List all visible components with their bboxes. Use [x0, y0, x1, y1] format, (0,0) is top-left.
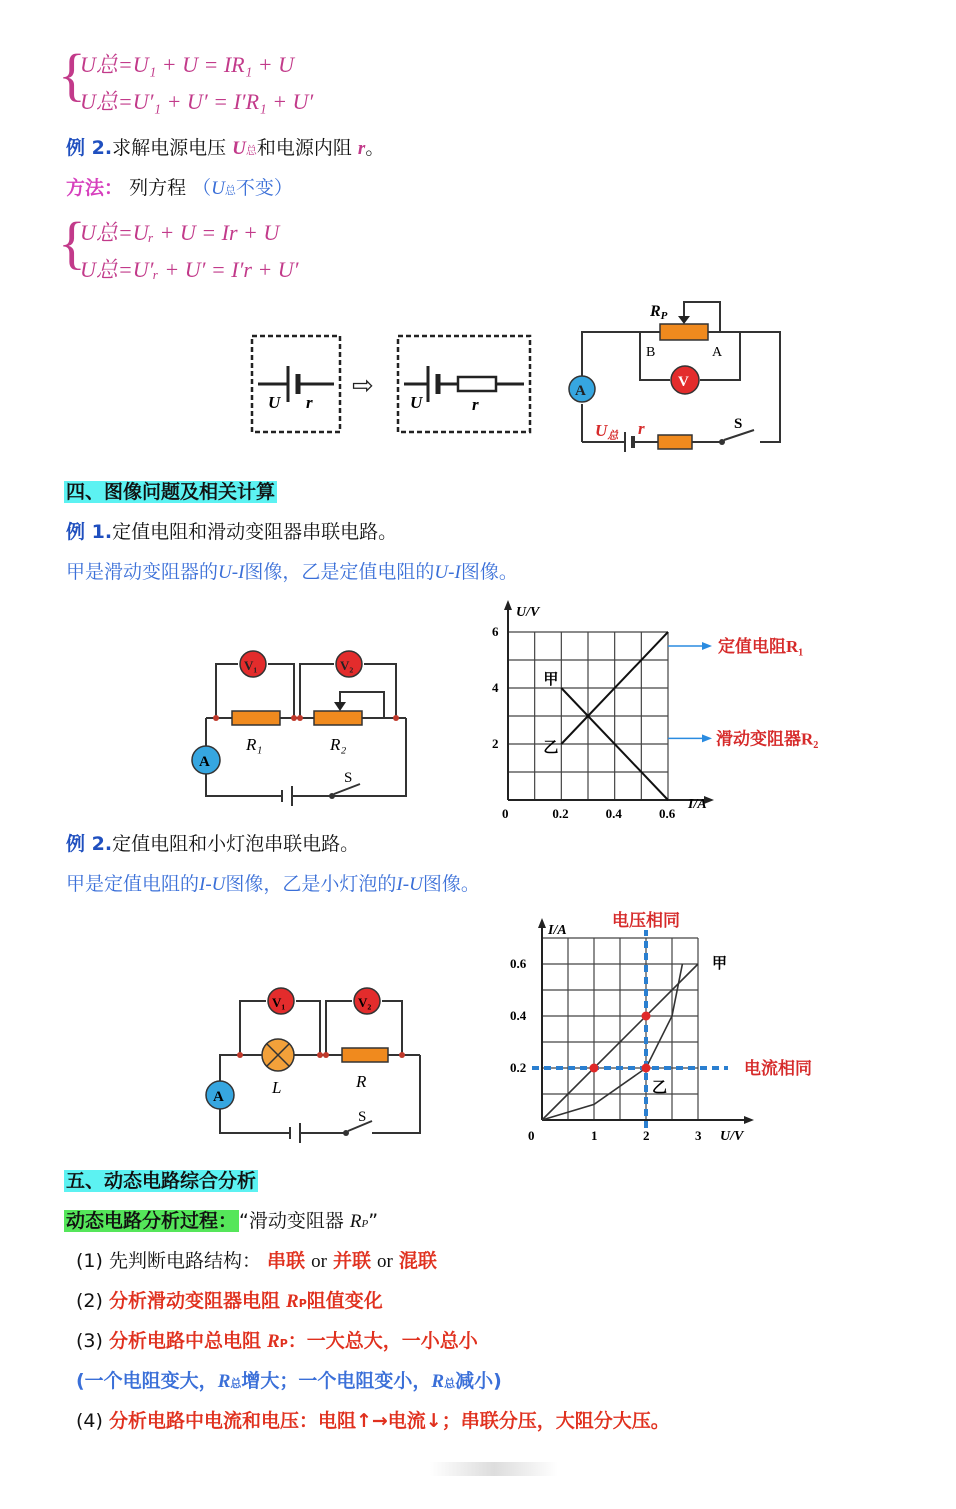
svg-text:R₂: R₂ — [330, 735, 347, 754]
internal-resistor — [458, 377, 496, 391]
method-label: 方法： — [66, 177, 124, 199]
x-tick-label: 0.2 — [552, 806, 569, 820]
brace-2: { — [58, 210, 86, 275]
section4-example2-desc: 甲是定值电阻的I-U图像，乙是小灯泡的I-U图像。 — [66, 873, 480, 895]
y-tick-label: 0.2 — [510, 1060, 527, 1075]
svg-text:S: S — [344, 770, 353, 786]
svg-text:A: A — [213, 1089, 224, 1105]
x-tick-label: 0 — [528, 1128, 535, 1143]
x-axis-label: I/A — [688, 797, 707, 812]
svg-text:V₁: V₁ — [244, 658, 258, 673]
example2-top: 例 2.求解电源电压 U总和电源内阻 r。 — [66, 137, 385, 159]
resistor-r1 — [232, 711, 280, 725]
y-tick-label: 6 — [492, 624, 499, 639]
label-r-left: r — [306, 393, 313, 412]
step-4: (4) 分析电路中电流和电压：电阻↑→电流↓；串联分压，大阻分大压。 — [76, 1410, 670, 1432]
intersection-point — [590, 1064, 599, 1073]
arrow-icon: ⇨ — [352, 371, 374, 400]
x-tick-label: 2 — [643, 1128, 650, 1143]
svg-text:L: L — [272, 1078, 282, 1097]
section4-example1-desc: 甲是滑动变阻器的U-I图像，乙是定值电阻的U-I图像。 — [66, 561, 518, 583]
annotation-arrowhead — [702, 642, 712, 650]
svg-text:B: B — [646, 345, 656, 360]
svg-text:V₂: V₂ — [358, 995, 372, 1010]
y-tick-label: 0.6 — [510, 956, 527, 971]
equation-1-line1: U总=U₁ + U = IR₁ + U — [80, 52, 294, 77]
battery-circuit-diagram — [240, 296, 800, 466]
y-tick-label: 0.4 — [510, 1008, 527, 1023]
label-r-right: r — [472, 395, 479, 414]
x-tick-label: 0 — [502, 806, 509, 820]
equation-2-line1: U总=Uᵣ + U = Ir + U — [80, 220, 280, 245]
equation-1-line2: U总=U′₁ + U′ = I′R₁ + U′ — [80, 89, 314, 114]
method-line: 方法： 列方程 （U总不变） — [66, 177, 293, 199]
svg-text:V₂: V₂ — [340, 658, 354, 673]
svg-text:U总: U总 — [595, 421, 619, 442]
step-2: (2) 分析滑动变阻器电阻 RP阻值变化 — [76, 1290, 383, 1312]
step-3: (3) 分析电路中总电阻 RP：一大总大，一小总小 — [76, 1330, 478, 1352]
annotation-voltage-same: 电压相同 — [612, 911, 680, 930]
brace-1: { — [58, 42, 86, 107]
annotation-r2: 滑动变阻器R₂ — [716, 729, 819, 749]
intersection-point — [642, 1064, 651, 1073]
rheostat-r2 — [314, 711, 362, 725]
svg-text:R₁: R₁ — [246, 735, 263, 754]
label-u-right: U — [410, 393, 423, 412]
y-tick-label: 2 — [492, 736, 499, 751]
x-tick-label: 0.4 — [605, 806, 622, 820]
chart-1-plot — [492, 600, 818, 820]
section5-title: 五、动态电路综合分析 — [66, 1170, 257, 1192]
svg-text:S: S — [734, 416, 743, 432]
annotation-current-same: 电流相同 — [744, 1059, 812, 1078]
equation-2-line2: U总=U′ᵣ + U′ = I′r + U′ — [80, 257, 299, 282]
x-tick-label: 0.6 — [659, 806, 676, 820]
svg-text:V₁: V₁ — [272, 995, 286, 1010]
x-axis-arrow — [744, 1116, 754, 1124]
label-u-left: U — [268, 393, 281, 412]
y-axis-label: I/A — [548, 923, 567, 938]
y-tick-label: 4 — [492, 680, 499, 695]
section4-title: 四、图像问题及相关计算 — [66, 481, 276, 503]
step-1: (1) 先判断电路结构： 串联 or 并联 or 混联 — [76, 1250, 437, 1272]
svg-text:r: r — [638, 419, 645, 438]
internal-resistor-r — [658, 435, 692, 449]
chart-1 — [480, 590, 860, 820]
svg-text:S: S — [358, 1109, 367, 1125]
annotation-r1: 定值电阻R₁ — [718, 637, 804, 656]
chart-2 — [500, 902, 840, 1152]
resistor-r — [342, 1048, 388, 1062]
circuit-2 — [196, 975, 436, 1145]
section5-process: 动态电路分析过程： “滑动变阻器 RP” — [66, 1210, 379, 1232]
bottom-bar — [430, 1462, 558, 1476]
annotation-arrowhead — [702, 734, 712, 742]
x-axis-label: U/V — [720, 1129, 744, 1144]
svg-text:V: V — [678, 374, 689, 390]
series-label: 甲 — [712, 956, 728, 972]
section4-example2: 例 2.定值电阻和小灯泡串联电路。 — [66, 833, 360, 855]
section4-example1: 例 1.定值电阻和滑动变阻器串联电路。 — [66, 521, 398, 543]
intersection-point — [642, 1012, 651, 1021]
rheostat-rp — [660, 324, 708, 340]
chart-2-plot — [510, 910, 812, 1144]
y-axis-label: U/V — [516, 605, 540, 620]
series-label: 乙 — [543, 740, 559, 756]
svg-text:A: A — [575, 383, 586, 399]
x-tick-label: 3 — [695, 1128, 702, 1143]
svg-text:R: R — [356, 1072, 367, 1091]
x-tick-label: 1 — [591, 1128, 598, 1143]
y-axis-arrow — [504, 600, 512, 610]
svg-text:RP: RP — [650, 303, 668, 322]
svg-text:A: A — [199, 754, 210, 770]
example-label: 例 2. — [66, 137, 113, 159]
svg-text:A: A — [712, 345, 723, 360]
y-axis-arrow — [538, 918, 546, 928]
series-label: 甲 — [543, 672, 559, 688]
series-label: 乙 — [652, 1080, 668, 1096]
step-3-note: (一个电阻变大，R总增大；一个电阻变小，R总减小) — [76, 1370, 502, 1392]
circuit-1 — [180, 640, 420, 810]
